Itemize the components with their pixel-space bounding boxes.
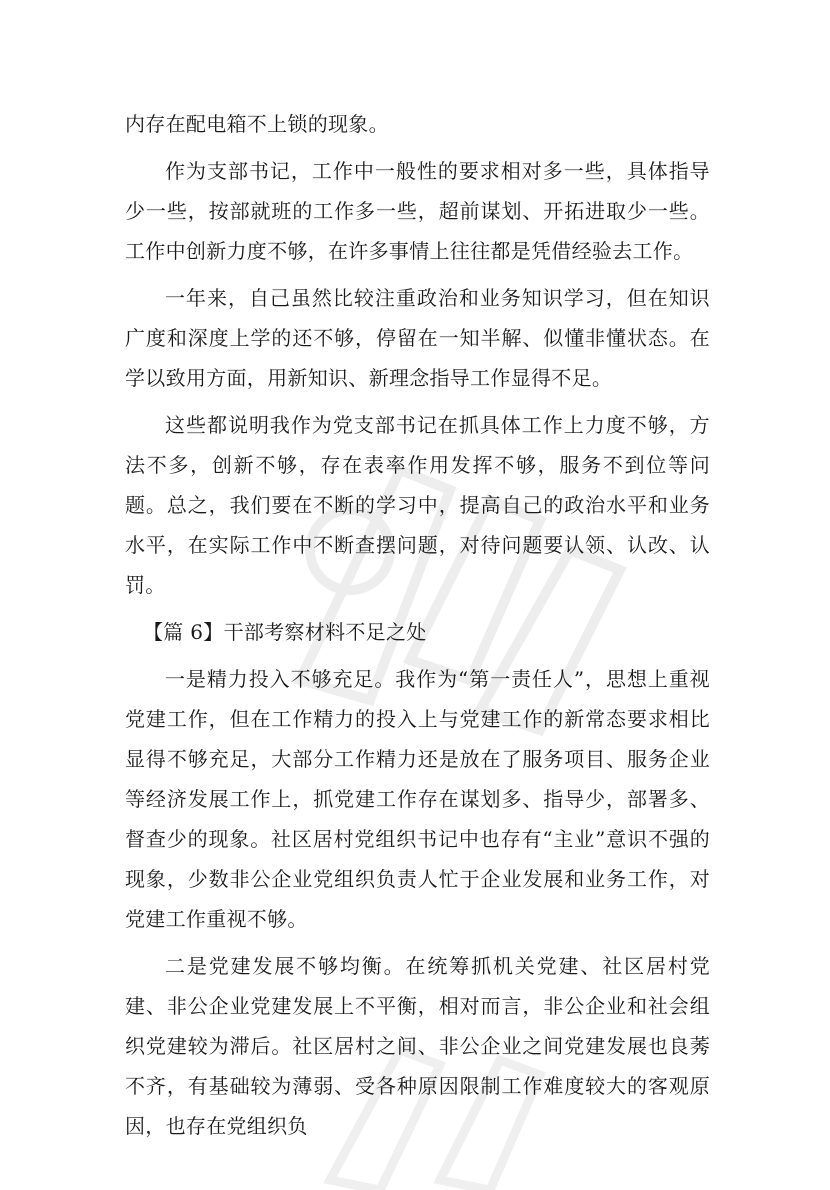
document-body — [125, 104, 710, 1153]
paragraph: 二是党建发展不够均衡。在统筹抓机关党建、社区居村党建、非公企业党建发展上不平衡，相对而言，非公企业和社会组织党建较为滞后。社区居村之间、非公企业之间党建发展也良莠不齐，有基础较为薄弱、受各种原因限制工作难度较大的客观原因，也存在党组织负 — [125, 954, 710, 1138]
paragraph: 这些都说明我作为党支部书记在抓具体工作上力度不够，方法不多，创新不够，存在表率作用发挥不够，服务不到位等问题。总之，我们要在不断的学习中，提高自己的政治水平和业务水平，在实际工作中不断查摆问题，对待问题要认领、认改、认罚。 — [125, 413, 710, 597]
section-heading: 【篇 6】干部考察材料不足之处 — [143, 620, 427, 644]
paragraph: 作为支部书记，工作中一般性的要求相对多一些，具体指导少一些，按部就班的工作多一些，超前谋划、开拓进取少一些。工作中创新力度不够，在许多事情上往往都是凭借经验去工作。 — [125, 159, 710, 263]
paragraph-continuation: 内存在配电箱不上锁的现象。 — [125, 112, 389, 136]
paragraph: 一是精力投入不够充足。我作为“第一责任人”，思想上重视党建工作，但在工作精力的投入上与党建工作的新常态要求相比显得不够充足，大部分工作精力还是放在了服务项目、服务企业等经济发展工作上，抓党建工作存在谋划多、指导少，部署多、督查少的现象。社区居村党组织书记中也存有“主业”意识不强的现象，少数非公企业党组织负责人忙于企业发展和业务工作，对党建工作重视不够。 — [125, 667, 710, 931]
paragraph: 一年来，自己虽然比较注重政治和业务知识学习，但在知识广度和深度上学的还不够，停留在一知半解、似懂非懂状态。在学以致用方面，用新知识、新理念指导工作显得不足。 — [125, 286, 710, 390]
